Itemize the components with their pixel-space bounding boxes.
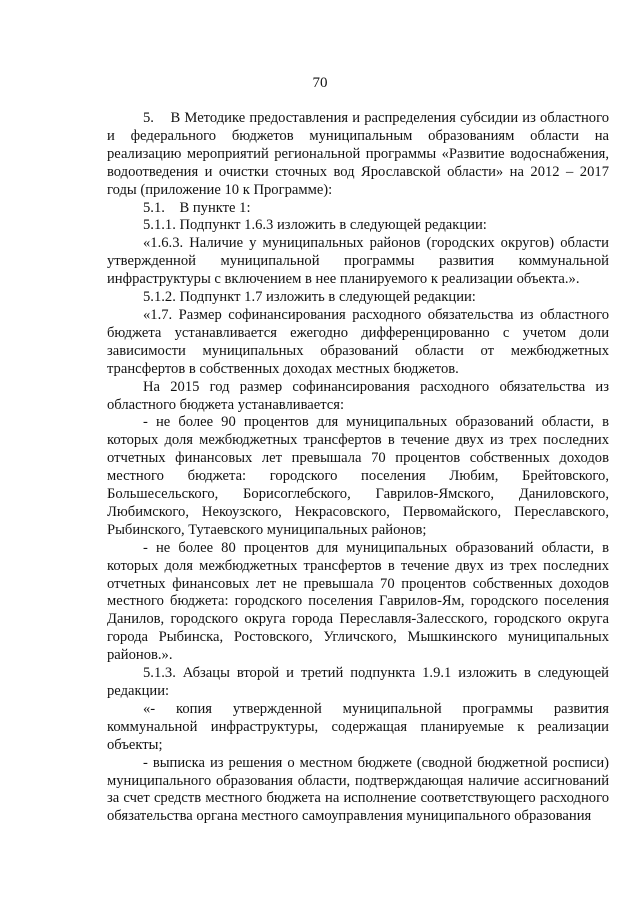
- quote-1-6-3: «1.6.3. Наличие у муниципальных районов (городских округов) области утвержденной муниципальной программы развития коммунальной инфраструктуры с включением в нее планируемого к реализации объекта.».: [107, 235, 609, 288]
- paragraph-5-1: 5.1. В пункте 1:: [143, 199, 251, 216]
- paragraph-5-1-2: 5.1.2. Подпункт 1.7 изложить в следующей редакции:: [143, 289, 476, 306]
- paragraph-5-1-1: 5.1.1. Подпункт 1.6.3 изложить в следующей редакции:: [143, 217, 487, 234]
- list-item-program-copy: «- копия утвержденной муниципальной программы развития коммунальной инфраструктуры, содержащая планируемые к реализации объекты;: [107, 700, 609, 753]
- list-item-90-percent: - не более 90 процентов для муниципальных образований области, в которых доля межбюджетных трансфертов в течение двух из трех последних отчетных финансовых лет превышала 70 процентов собственных доходов местного бюджета: городского поселения Любим, Брейтовского, Большесельского, Борисоглебского, Гаврилов-Ямского, Даниловского, Любимского, Некоузского, Некрасовского, Первомайского, Переславского, Рыбинского, Тутаевского муниципальных районов;: [107, 414, 609, 538]
- paragraph-5-1-3: 5.1.3. Абзацы второй и третий подпункта 1.9.1 изложить в следующей редакции:: [107, 665, 609, 699]
- quote-1-7: «1.7. Размер софинансирования расходного обязательства из областного бюджета устанавливается ежегодно дифференцированно с учетом доли зависимости муниципальных образований области от межбюджетных трансфертов в собственных доходах местных бюджетов.: [107, 306, 609, 377]
- paragraph-5: 5. В Методике предоставления и распределения субсидии из областного и федерального бюджетов муниципальным образованиям области на реализацию мероприятий региональной программы «Развитие водоснабжения, водоотведения и очистки сточных вод Ярославской области» на 2012 – 2017 годы (приложение 10 к Программе):: [107, 110, 609, 198]
- list-item-budget-extract: - выписка из решения о местном бюджете (сводной бюджетной росписи) муниципального образования области, подтверждающая наличие ассигнований за счет средств местного бюджета на исполнение соответствующего расходного обязательства органа местного самоуправления муниципального образования: [107, 754, 609, 825]
- list-item-80-percent: - не более 80 процентов для муниципальных образований области, в которых доля межбюджетных трансфертов в течение двух из трех последних отчетных финансовых лет не превышала 70 процентов собственных доходов местного бюджета: городского поселения Гаврилов-Ям, городского поселения Данилов, городского округа города Переславля-Залесского, городского округа города Рыбинска, Ростовского, Угличского, Мышкинского муниципальных районов.».: [107, 539, 609, 664]
- paragraph-2015: На 2015 год размер софинансирования расходного обязательства из областного бюджета устанавливается:: [107, 378, 609, 413]
- document-body: [107, 110, 609, 826]
- page-number: 70: [312, 75, 328, 91]
